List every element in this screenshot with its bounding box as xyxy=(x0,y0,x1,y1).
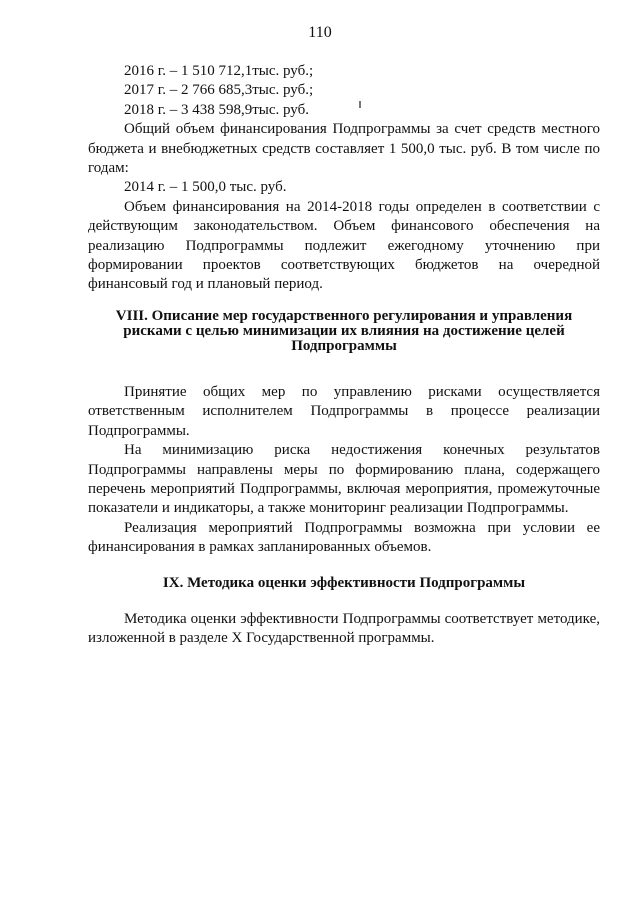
funding-line-2016: 2016 г. – 1 510 712,1тыс. руб.; xyxy=(124,63,314,79)
section-9-heading: IX. Методика оценки эффективности Подпрограммы xyxy=(162,574,526,591)
document-body xyxy=(88,62,600,648)
paragraph-risk-minimization: На минимизацию риска недостижения конечных результатов Подпрограммы направлены меры по формированию плана, содержащего перечень мероприятий Подпрограммы, включая мероприятия, промежуточные показатели и индикаторы, а также мониторинг реализации Подпрограммы. xyxy=(88,442,600,517)
paragraph-total-funding: Общий объем финансирования Подпрограммы за счет средств местного бюджета и внебюджетных средств составляет 1 500,0 тыс. руб. В том числе по годам: xyxy=(88,121,600,177)
paragraph-risk-measures: Принятие общих мер по управлению рисками осуществляется ответственным исполнителем Подпрограммы в процессе реализации Подпрограммы. xyxy=(88,383,600,439)
paragraph-funding-volume: Объем финансирования на 2014-2018 годы определен в соответствии с действующим законодательством. Объем финансового обеспечения на реализацию Подпрограммы подлежит ежегодному уточнению при формировании проектов соответствующих бюджетов на очередной финансовый год и плановый период. xyxy=(88,198,600,293)
funding-line-2018: 2018 г. – 3 438 598,9тыс. руб. xyxy=(124,101,309,118)
funding-line-2014: 2014 г. – 1 500,0 тыс. руб. xyxy=(124,179,287,196)
page-number: 110 xyxy=(308,24,332,41)
funding-line-2017: 2017 г. – 2 766 685,3тыс. руб.; xyxy=(124,82,314,99)
paragraph-implementation: Реализация мероприятий Подпрограммы возможна при условии ее финансирования в рамках запланированных объемов. xyxy=(88,519,600,556)
paragraph-methodology: Методика оценки эффективности Подпрограммы соответствует методике, изложенной в разделе X Государственной программы. xyxy=(88,610,600,646)
section-8-heading: VIII. Описание мер государственного регулирования и управления рисками с целью минимизации их влияния на достижение целей Подпрограммы xyxy=(115,307,573,354)
